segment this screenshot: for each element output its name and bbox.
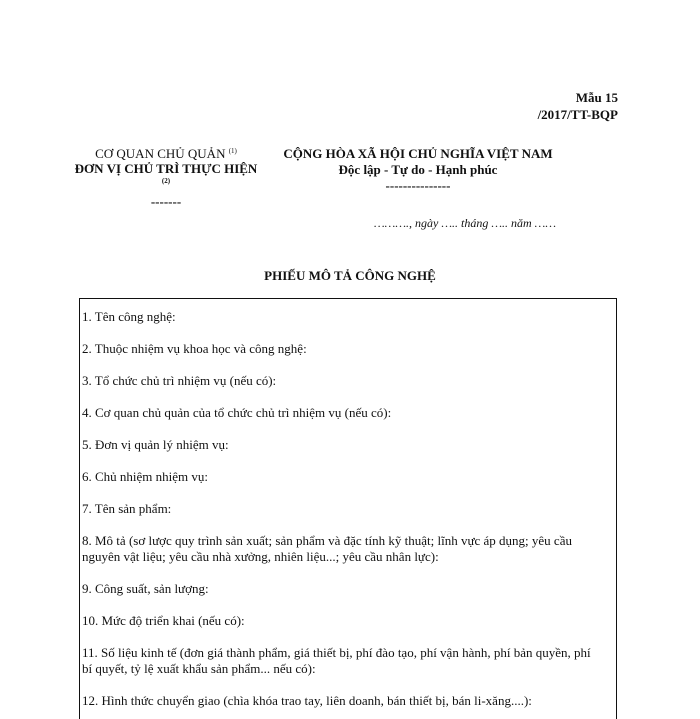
form-number: Mẫu 15 <box>575 90 618 105</box>
left-divider: ------- <box>150 194 182 209</box>
form-code: /2017/TT-BQP <box>537 107 618 122</box>
form-item-governing-body: 4. Cơ quan chủ quản của tổ chức chủ trì nhiệm vụ (nếu có): <box>82 405 392 420</box>
unit-line <box>74 161 258 191</box>
nation-title: CỘNG HÒA XÃ HỘI CHỦ NGHĨA VIỆT NAM <box>283 146 553 161</box>
form-item-capacity: 9. Công suất, sản lượng: <box>82 581 209 596</box>
page-title: PHIẾU MÔ TẢ CÔNG NGHỆ <box>264 268 436 283</box>
unit-name: ĐƠN VỊ CHỦ TRÌ THỰC HIỆN <box>74 161 258 176</box>
form-item-managing-unit: 5. Đơn vị quản lý nhiệm vụ: <box>82 437 229 452</box>
unit-note: (2) <box>161 177 171 185</box>
form-item-host-org: 3. Tổ chức chủ trì nhiệm vụ (nếu có): <box>82 373 277 388</box>
issuing-agency-block <box>74 146 258 209</box>
national-header-block <box>268 146 568 194</box>
form-item-description: 8. Mô tả (sơ lược quy trình sản xuất; sản phẩm và đặc tính kỹ thuật; lĩnh vực áp dụng; yêu cầu nguyên vật liệu; yêu cầu nhà xưởng, nhiên liệu...; yêu cầu nhân lực): <box>82 533 572 564</box>
right-divider: --------------- <box>385 178 451 193</box>
agency-name: CƠ QUAN CHỦ QUẢN <box>95 146 226 161</box>
agency-note: (1) <box>228 147 237 155</box>
motto: Độc lập - Tự do - Hạnh phúc <box>338 162 498 177</box>
form-item-transfer: 12. Hình thức chuyển giao (chìa khóa trao tay, liên doanh, bán thiết bị, bán li-xăng....): <box>82 693 532 708</box>
form-item-tech-name: 1. Tên công nghệ: <box>82 309 176 324</box>
form-item-product-name: 7. Tên sản phẩm: <box>82 501 172 516</box>
form-item-task-leader: 6. Chủ nhiệm nhiệm vụ: <box>82 469 209 484</box>
form-item-economics: 11. Số liệu kinh tế (đơn giá thành phẩm, giá thiết bị, phí đào tạo, phí vận hành, phí bản quyền, phí bí quyết, tỷ lệ xuất khẩu sản phẩm... nếu có): <box>82 645 591 676</box>
form-box <box>79 298 617 719</box>
form-item-deployment: 10. Mức độ triển khai (nếu có): <box>82 613 245 628</box>
date-line: ………., ngày ….. tháng ….. năm …… <box>374 216 557 230</box>
agency-line <box>74 146 258 161</box>
form-item-task: 2. Thuộc nhiệm vụ khoa học và công nghệ: <box>82 341 307 356</box>
